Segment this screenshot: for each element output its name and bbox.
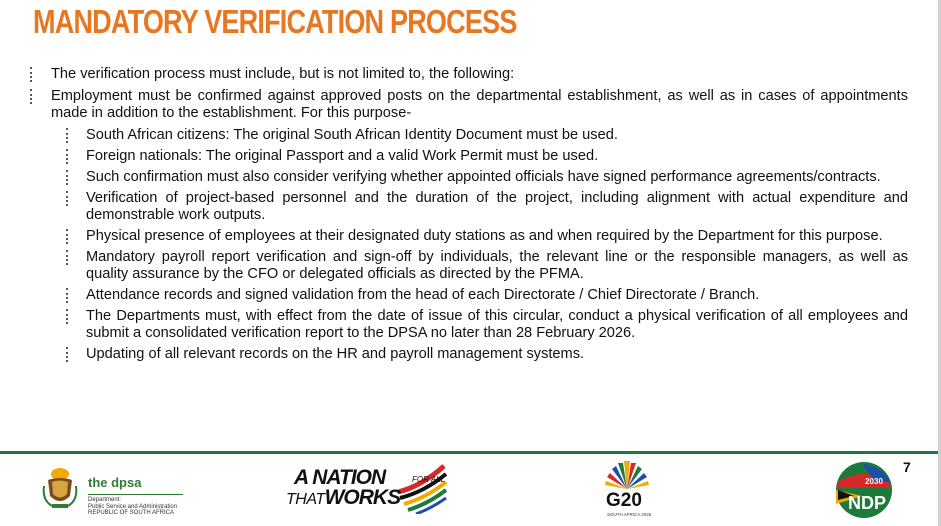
page-number: 7 <box>903 459 911 475</box>
dpsa-subtitle <box>88 497 177 517</box>
bullet-item <box>28 88 908 122</box>
bullet-marker-icon <box>66 309 72 324</box>
bullet-marker-icon <box>30 67 36 82</box>
nation-that: THAT <box>286 491 325 508</box>
g20-logo <box>598 459 658 523</box>
bullet-text: Mandatory payroll report verification and sign-off by individuals, the relevant line or the responsible managers, as well as quality assurance by the CFO or delegated officials as directed by the PFMA. <box>86 249 908 282</box>
bullet-text: Attendance records and signed validation from the head of each Directorate / Chief Directorate / Branch. <box>86 287 760 303</box>
nation-line-1: A NATION <box>294 466 386 489</box>
footer <box>0 454 938 526</box>
bullet-text: Foreign nationals: The original Passport and a valid Work Permit must be used. <box>86 148 599 164</box>
sub-bullet-item <box>28 148 908 165</box>
bullet-text: South African citizens: The original South African Identity Document must be used. <box>86 127 618 143</box>
bullet-marker-icon <box>66 191 72 206</box>
bullet-text: Employment must be confirmed against approved posts on the departmental establishment, as well as in cases of appointments made in addition to the establishment. For this purpose- <box>51 88 908 121</box>
bullet-marker-icon <box>66 170 72 185</box>
dpsa-sub-line-3: REPUBLIC OF SOUTH AFRICA <box>88 510 175 516</box>
ndp-logo-icon <box>834 460 894 520</box>
dpsa-rule <box>88 494 183 495</box>
coat-of-arms-icon <box>40 466 80 510</box>
sub-bullet-item <box>28 249 908 283</box>
bullet-item <box>28 66 908 83</box>
dpsa-brand: the dpsa <box>88 475 142 490</box>
bullet-marker-icon <box>66 347 72 362</box>
protea-flower-icon <box>604 459 650 489</box>
sub-bullet-item <box>28 127 908 144</box>
bullet-text: Such confirmation must also consider verifying whether appointed officials have signed performance agreements/contracts. <box>86 169 881 185</box>
bullet-marker-icon <box>66 128 72 143</box>
bullet-marker-icon <box>66 288 72 303</box>
bullet-text: The verification process must include, but is not limited to, the following: <box>51 66 515 82</box>
sub-bullet-item <box>28 169 908 186</box>
sub-bullet-item <box>28 346 908 363</box>
g20-label: G20 <box>606 490 642 511</box>
sub-bullet-item <box>28 287 908 304</box>
bullet-text: Physical presence of employees at their designated duty stations as and when required by the Department for this purpose. <box>86 228 883 244</box>
flag-swoosh-icon <box>396 462 448 514</box>
nation-for-all: FOR ALL <box>412 475 446 484</box>
bullet-marker-icon <box>66 229 72 244</box>
nation-works: WORKS <box>324 486 401 509</box>
slide-title: MANDATORY VERIFICATION PROCESS <box>33 3 517 40</box>
sub-bullet-item <box>28 228 908 245</box>
dpsa-sub-line-1: Department: <box>88 497 122 503</box>
sub-bullet-item <box>28 190 908 224</box>
ndp-year: 2030 <box>865 477 883 486</box>
nation-line-2 <box>286 486 400 510</box>
sub-bullet-item <box>28 308 908 342</box>
bullet-marker-icon <box>30 89 36 104</box>
bullet-text: The Departments must, with effect from the date of issue of this circular, conduct a physical verification of all employees and submit a consolidated verification report to the DPSA no later than 28 February 2026. <box>86 308 908 341</box>
bullet-text: Updating of all relevant records on the HR and payroll management systems. <box>86 346 585 362</box>
ndp-label: NDP <box>847 493 887 513</box>
bullet-text: Verification of project-based personnel and the duration of the project, including alignment with actual expenditure and demonstrable work outputs. <box>86 190 908 223</box>
nation-logo <box>286 462 448 514</box>
bullet-list <box>28 66 908 367</box>
g20-sublabel: SOUTH AFRICA 2025 <box>607 512 652 517</box>
dpsa-sub-line-2: Public Service and Administration <box>88 503 178 510</box>
dpsa-logo <box>40 464 190 516</box>
bullet-marker-icon <box>66 149 72 164</box>
bullet-marker-icon <box>66 250 72 265</box>
